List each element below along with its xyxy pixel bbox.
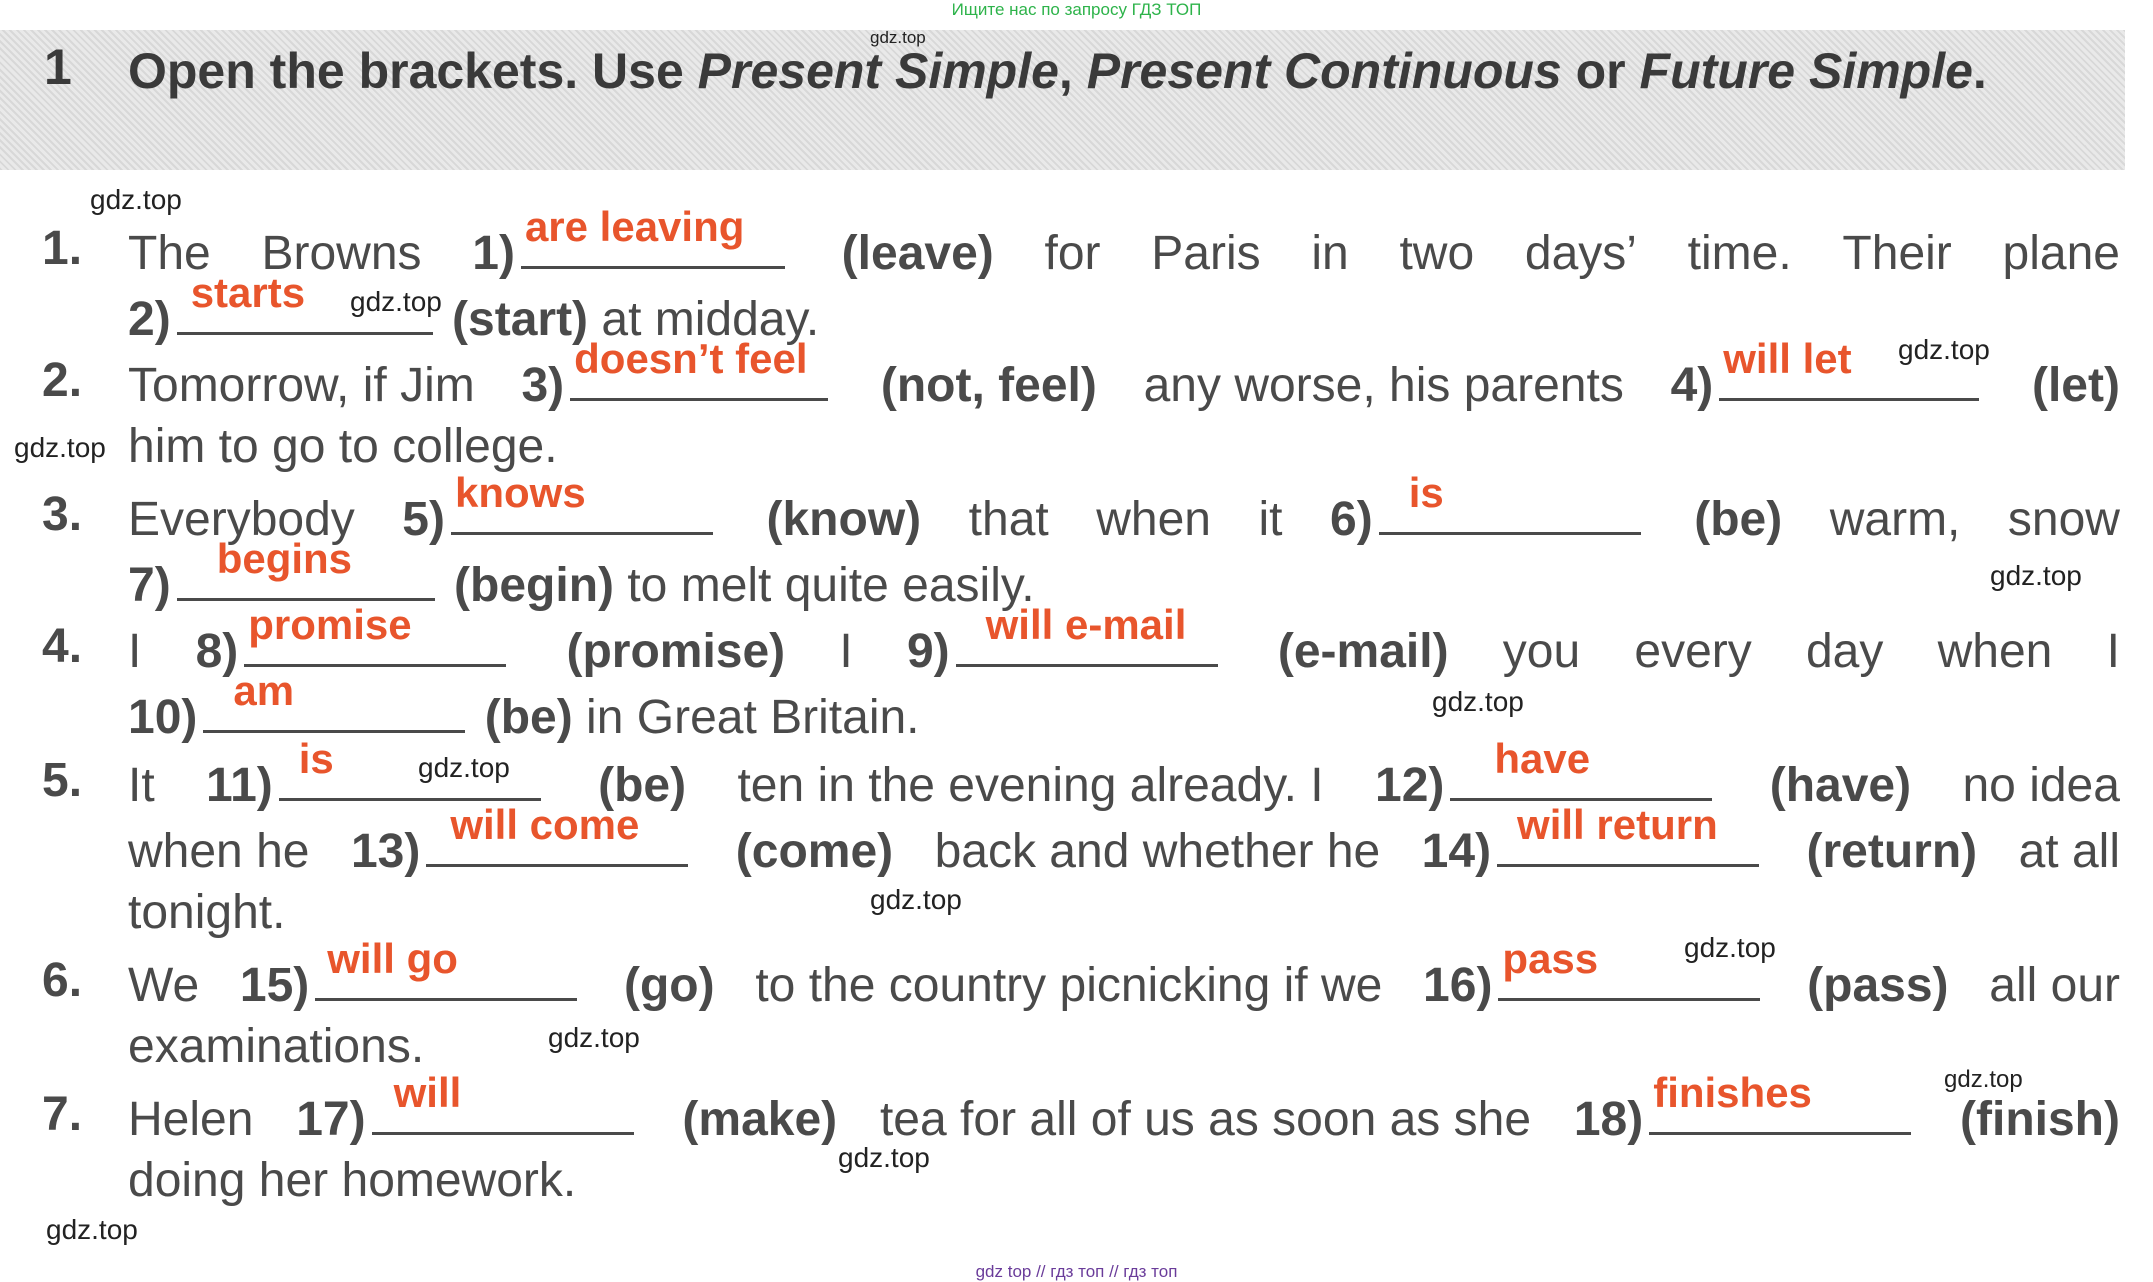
watermark: gdz.top [870,884,962,915]
item-5-line-3: tonight. [128,886,286,939]
watermark: gdz.top [1898,334,1990,365]
answer-17: will [393,1069,462,1116]
item-1-line-2: 2) starts (start) at midday. [128,282,819,353]
watermark: gdz.top [1684,932,1776,963]
answer-16: pass [1502,935,1599,982]
answer-blank-6[interactable] [1379,469,1641,535]
answer-9: will e-mail [985,601,1187,648]
watermark: gdz.top [1990,560,2082,591]
item-2-line-1: Tomorrow, if Jim 3) doesn’t feel (not, feel) any worse, his parents 4) will let (let) [128,348,2120,419]
item-number: 2. [42,354,83,407]
item-7-line-1: Helen 17) will (make) tea for all of us as soon as she 18) finishes (finish) [128,1082,2120,1153]
answer-18: finishes [1653,1069,1812,1116]
item-number: 4. [42,620,83,673]
item-1-line-1: The Browns 1) are leaving (leave) for Paris in two days’ time. Their plane [128,216,2120,287]
answer-blank-13[interactable] [426,801,688,867]
task-number: 1 [44,39,72,95]
answer-2: starts [190,269,306,316]
answer-blank-1[interactable] [521,203,785,269]
item-number: 5. [42,754,83,807]
answer-7: begins [216,535,353,582]
answer-blank-18[interactable] [1649,1069,1911,1135]
answer-blank-17[interactable] [372,1069,634,1135]
answer-14: will return [1517,801,1718,848]
watermark: gdz.top [870,28,926,47]
footer-watermark: gdz top // гдз топ // гдз топ [975,1262,1178,1281]
item-3-line-1: Everybody 5) knows (know) that when it 6) is (be) warm, snow [128,482,2120,553]
item-number: 6. [42,954,83,1007]
item-4-line-1: I 8) promise (promise) I 9) will e-mail (e-mail) you every day when I [128,614,2120,685]
watermark: gdz.top [548,1022,640,1053]
watermark: gdz.top [14,432,106,463]
answer-blank-15[interactable] [315,935,577,1001]
item-4-line-2: 10) am (be) in Great Britain. [128,680,920,751]
task-title: Open the brackets. Use Present Simple, Present Continuous or Future Simple. [128,43,1987,99]
answer-10: am [233,667,295,714]
item-6-line-2: examinations. [128,1020,425,1073]
answer-1: are leaving [524,203,745,250]
item-5-line-1: It 11) is (be) ten in the evening already. I 12) have (have) no idea [128,748,2120,819]
answer-8: promise [248,601,412,648]
answer-blank-14[interactable] [1497,801,1759,867]
answer-15: will go [327,935,458,982]
answer-4: will let [1723,335,1852,382]
watermark: gdz.top [1432,686,1524,717]
answer-13: will come [450,801,640,848]
item-7-line-2: doing her homework. [128,1154,577,1207]
answer-blank-9[interactable] [956,601,1218,667]
answer-6: is [1408,469,1444,516]
answer-blank-10[interactable] [203,667,465,733]
watermark: gdz.top [1944,1066,2023,1093]
answer-5: knows [454,469,586,516]
watermark: gdz.top [418,752,510,783]
item-3-line-2: 7) begins (begin) to melt quite easily. [128,548,1035,619]
item-2-line-2: him to go to college. [128,420,558,473]
answer-blank-5[interactable] [451,469,713,535]
item-6-line-1: We 15) will go (go) to the country picnicking if we 16) pass (pass) all our [128,948,2120,1019]
item-number: 3. [42,488,83,541]
item-5-line-2: when he 13) will come (come) back and whether he 14) will return (return) at all [128,814,2120,885]
item-number: 1. [42,222,83,275]
watermark: gdz.top [90,184,182,215]
item-number: 7. [42,1088,83,1141]
answer-3: doesn’t feel [574,335,808,382]
answer-11: is [298,735,334,782]
answer-blank-3[interactable] [570,335,828,401]
watermark: gdz.top [350,286,442,317]
watermark: gdz.top [46,1214,138,1245]
watermark: gdz.top [838,1142,930,1173]
answer-12: have [1494,735,1591,782]
top-banner: Ищите нас по запросу ГДЗ ТОП [951,0,1202,19]
